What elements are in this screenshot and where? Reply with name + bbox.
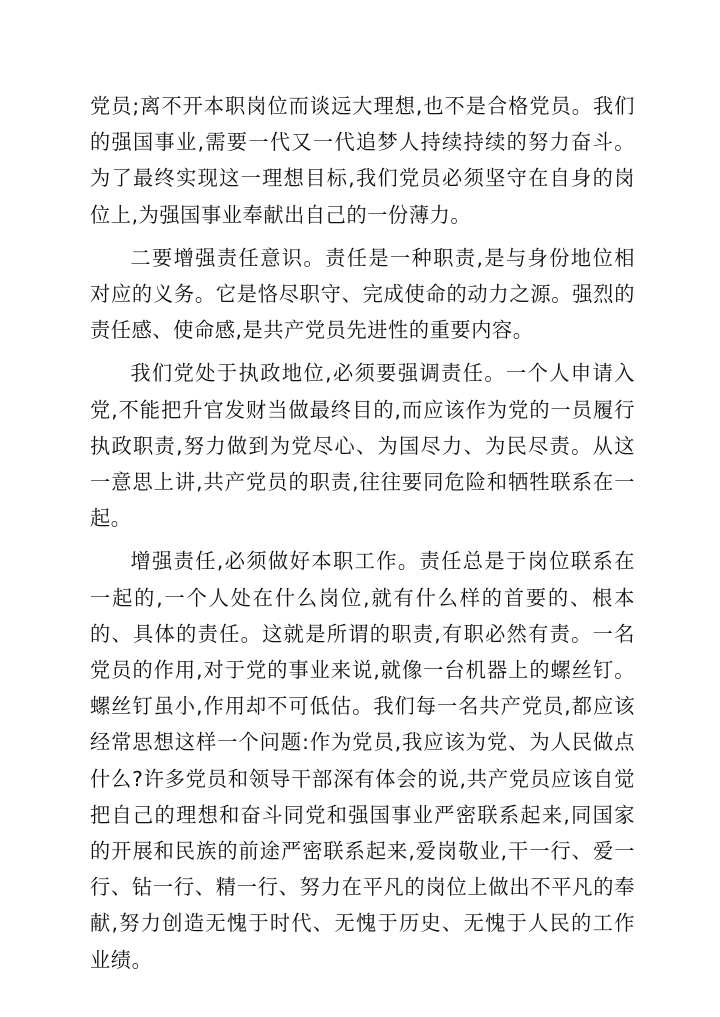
paragraph-1: 党员;离不开本职岗位而谈远大理想,也不是合格党员。我们的强国事业,需要一代又一代追梦人持续持续的努力奋斗。为了最终实现这一理想目标,我们党员必须坚守在自身的岗位上,为强国事业奉献出自己的一份薄力。 (90, 94, 635, 227)
paragraph-4: 增强责任,必须做好本职工作。责任总是于岗位联系在一起的,一个人处在什么岗位,就有什么样的首要的、根本的、具体的责任。这就是所谓的职责,有职必然有责。一名党员的作用,对于党的事业来说,就像一台机器上的螺丝钉。螺丝钉虽小,作用却不可低估。我们每一名共产党员,都应该经常思想这样一个问题:作为党员,我应该为党、为人民做点什么?许多党员和领导干部深有体会的说,共产党员应该自觉把自己的理想和奋斗同党和强国事业严密联系起来,同国家的开展和民族的前途严密联系起来,爱岗敬业,干一行、爱一行、钻一行、精一行、努力在平凡的岗位上做出不平凡的奉献,努力创造无愧于时代、无愧于历史、无愧于人民的工作业绩。 (90, 549, 635, 972)
paragraph-2: 二要增强责任意识。责任是一种职责,是与身份地位相对应的义务。它是恪尽职守、完成使命的动力之源。强烈的责任感、使命感,是共产党员先进性的重要内容。 (90, 245, 635, 343)
paragraph-3: 我们党处于执政地位,必须要强调责任。一个人申请入党,不能把升官发财当做最终目的,而应该作为党的一员履行执政职责,努力做到为党尽心、为国尽力、为民尽责。从这一意思上讲,共产党员的职责,往往要同危险和牺牲联系在一起。 (90, 361, 635, 531)
document-page (90, 88, 635, 978)
